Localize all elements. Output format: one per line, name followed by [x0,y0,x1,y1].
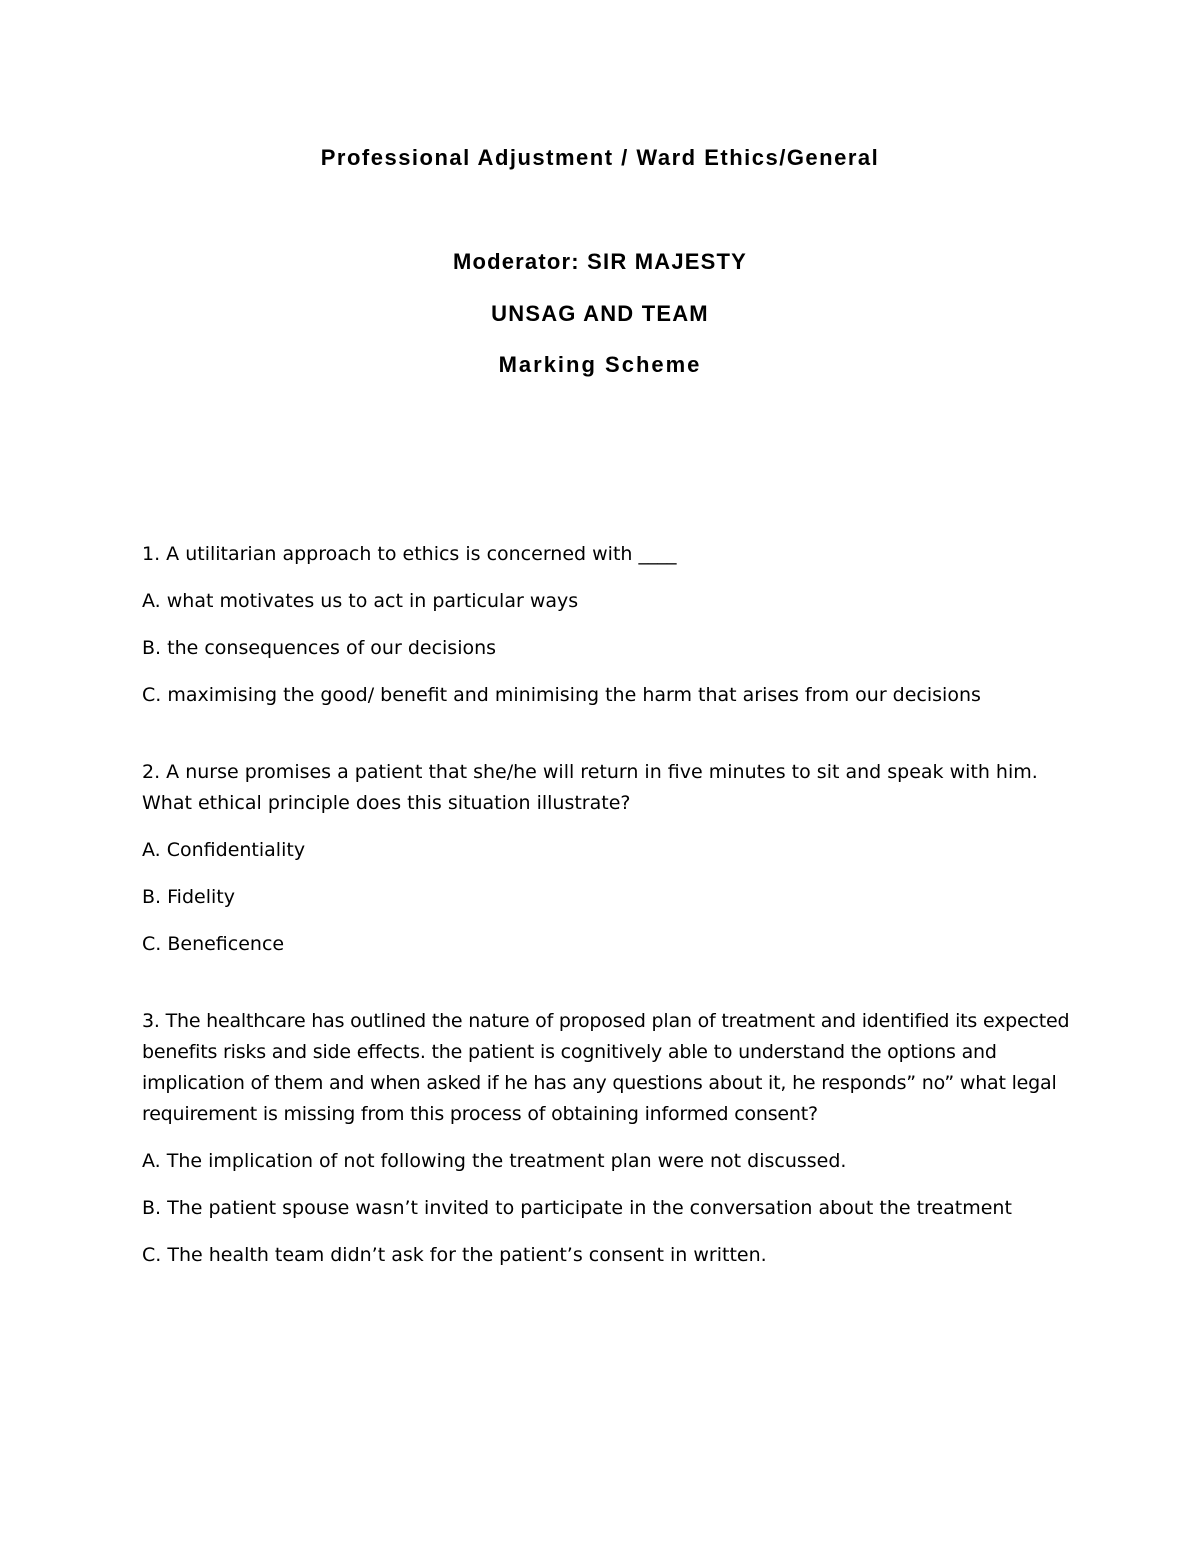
question-2-text: 2. A nurse promises a patient that she/he will return in five minutes to sit and speak with him. What ethical principle does this situation illustrate? [142,761,1038,814]
question-3-text: 3. The healthcare has outlined the nature of proposed plan of treatment and identified its expected benefits risks and side effects. the patient is cognitively able to understand the options and implication of them and when asked if he has any questions about it, he responds” no” what legal requirement is missing from this process of obtaining informed consent? [142,1010,1070,1125]
question-2-option-c: C. Beneficence [142,933,285,955]
question-list [142,539,1072,1317]
question-2 [142,757,1072,960]
question-3 [142,1006,1072,1271]
marking-scheme-subtitle: Marking Scheme [498,352,702,377]
moderator-line: Moderator: SIR MAJESTY [452,249,748,274]
question-1-option-b: B. the consequences of our decisions [142,637,497,659]
question-3-option-a: A. The implication of not following the treatment plan were not discussed. [142,1150,847,1172]
question-1-text: 1. A utilitarian approach to ethics is concerned with ____ [142,543,677,565]
question-1-option-c: C. maximising the good/ benefit and minimising the harm that arises from our decisions [142,684,981,706]
question-2-option-b: B. Fidelity [142,886,235,908]
team-line: UNSAG AND TEAM [491,301,709,326]
question-2-option-a: A. Confidentiality [142,839,306,861]
question-3-option-c: C. The health team didn’t ask for the patient’s consent in written. [142,1244,767,1266]
question-1 [142,539,1072,711]
question-1-option-a: A. what motivates us to act in particular ways [142,590,579,612]
document-title: Professional Adjustment / Ward Ethics/General [320,145,880,170]
question-3-option-b: B. The patient spouse wasn’t invited to participate in the conversation about the treatment [142,1197,1012,1219]
